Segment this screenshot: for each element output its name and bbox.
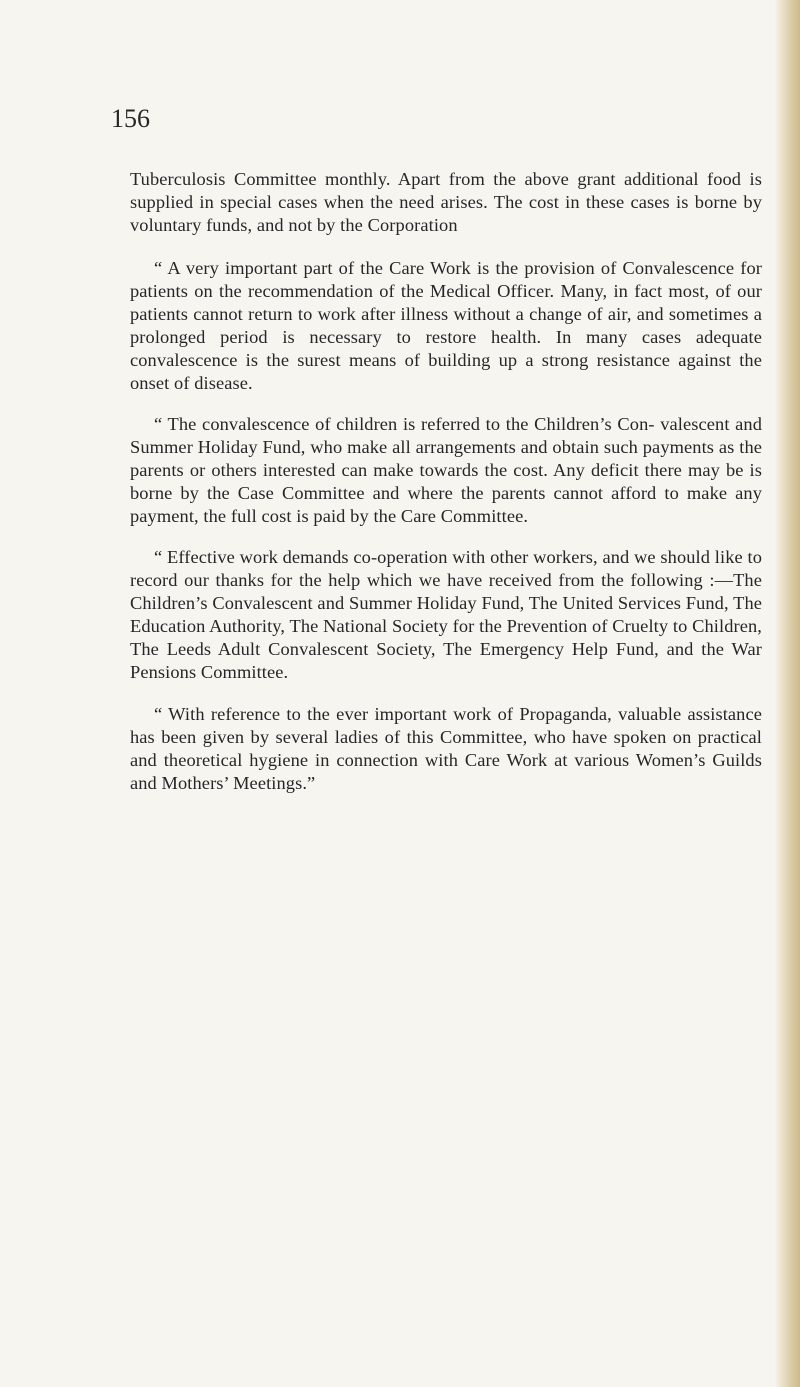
paragraph-convalescence: “ A very important part of the Care Work is the provision of Convalescence for patients on the recommendation of the Medical Officer. Many, in fact most, of our patients cannot return to work after illness without a change of air, and sometimes a prolonged period is necessary to restore health. In many cases adequate convalescence is the surest means of building up a strong resistance against the onset of disease. — [130, 258, 762, 393]
paragraph-propaganda: “ With reference to the ever important work of Propaganda, valuable assistance has been given by several ladies of this Committee, who have spoken on practical and theoretical hygiene in connection with Care Work at various Women’s Guilds and Mothers’ Meetings.” — [130, 704, 762, 793]
page-body — [130, 168, 762, 795]
page-edge-shading — [774, 0, 800, 1387]
page-number: 156 — [111, 104, 150, 133]
paragraph-children-convalescence: “ The convalescence of children is referred to the Children’s Con- valescent and Summer Holiday Fund, who make all arrangements and obtain such payments as the parents or others interested can make towards the cost. Any deficit there may be is borne by the Case Committee and where the parents cannot afford to make any payment, the full cost is paid by the Care Committee. — [130, 414, 762, 526]
paragraph-continuation: Tuberculosis Committee monthly. Apart from the above grant additional food is supplied in special cases when the need arises. The cost in these cases is borne by voluntary funds, and not by the Corporation — [130, 169, 762, 235]
paragraph-co-operation: “ Effective work demands co-operation with other workers, and we should like to record our thanks for the help which we have received from the following :—The Children’s Convalescent and Summer Holiday Fund, The United Services Fund, The Education Authority, The National Society for the Prevention of Cruelty to Children, The Leeds Adult Convalescent Society, The Emergency Help Fund, and the War Pensions Committee. — [130, 547, 762, 682]
